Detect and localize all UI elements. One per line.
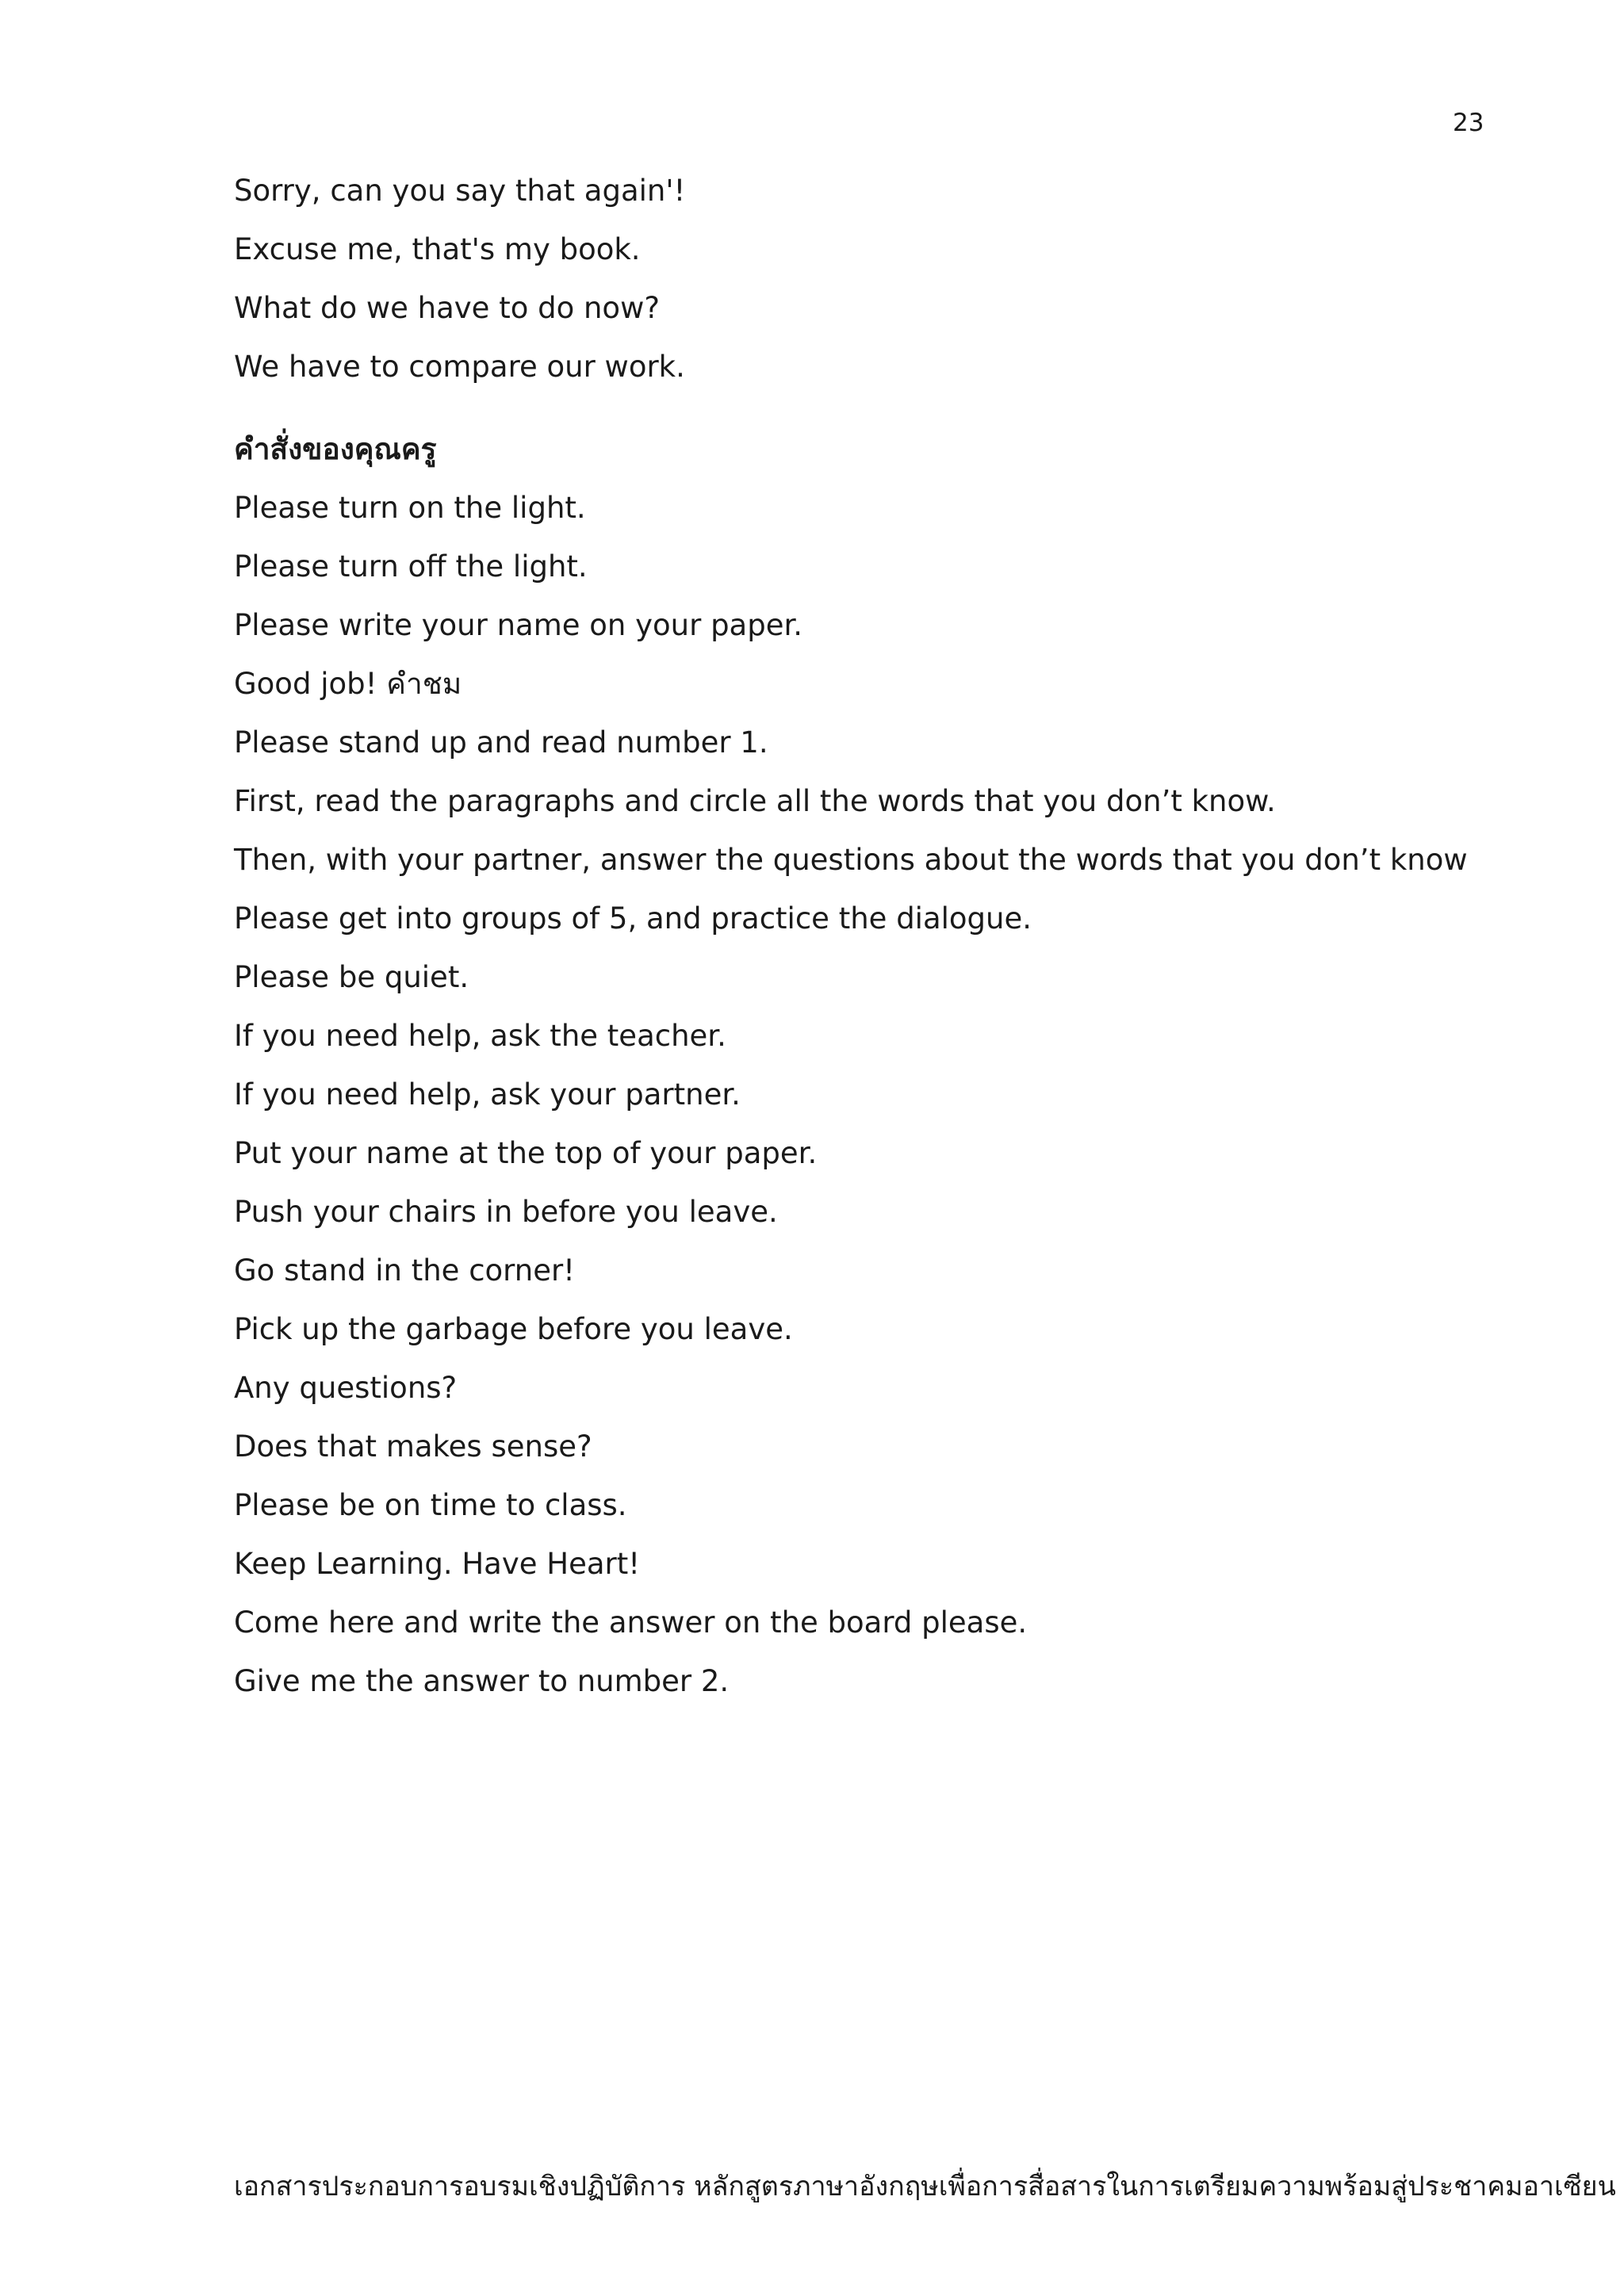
teacher-instruction-line: Please write your name on your paper. — [234, 608, 803, 642]
teacher-instruction-line: Come here and write the answer on the board please. — [234, 1605, 1028, 1640]
teacher-instruction-line: Please turn on the light. — [234, 491, 586, 525]
teacher-instruction-line: Give me the answer to number 2. — [234, 1664, 730, 1698]
section-heading: คำสั่งของคุณครู — [234, 432, 437, 466]
teacher-instruction-line: Put your name at the top of your paper. — [234, 1136, 818, 1170]
teacher-instruction-line: Good job! คำชม — [234, 667, 462, 701]
teacher-instruction-line: Pick up the garbage before you leave. — [234, 1312, 793, 1346]
intro-line: What do we have to do now? — [234, 291, 660, 325]
intro-line: Sorry, can you say that again'! — [234, 174, 686, 208]
teacher-instruction-line: Then, with your partner, answer the questions about the words that you don’t know — [234, 843, 1468, 877]
teacher-instruction-line: Does that makes sense? — [234, 1429, 592, 1464]
page-number: 23 — [1453, 109, 1484, 137]
teacher-instruction-line: If you need help, ask the teacher. — [234, 1019, 726, 1053]
intro-line: We have to compare our work. — [234, 350, 685, 384]
teacher-instruction-line: Please stand up and read number 1. — [234, 725, 768, 760]
page-footer: เอกสารประกอบการอบรมเชิงปฏิบัติการ หลักสูตรภาษาอังกฤษเพื่อการสื่อสารในการเตรียมความพร้อมสู่ประชาคมอาเซียน — [234, 2171, 1616, 2202]
teacher-instruction-line: Please be quiet. — [234, 960, 469, 994]
teacher-instruction-line: Please be on time to class. — [234, 1488, 627, 1522]
intro-line: Excuse me, that's my book. — [234, 232, 641, 266]
teacher-instruction-line: Go stand in the corner! — [234, 1253, 575, 1288]
teacher-instruction-line: Please turn off the light. — [234, 549, 588, 584]
teacher-instruction-line: Any questions? — [234, 1371, 458, 1405]
teacher-instruction-line: Push your chairs in before you leave. — [234, 1195, 778, 1229]
teacher-instruction-line: Keep Learning. Have Heart! — [234, 1547, 641, 1581]
teacher-instruction-line: Please get into groups of 5, and practice the dialogue. — [234, 901, 1032, 936]
document-body — [234, 162, 1487, 1711]
teacher-instruction-line: If you need help, ask your partner. — [234, 1077, 741, 1112]
teacher-instruction-line: First, read the paragraphs and circle all the words that you don’t know. — [234, 784, 1276, 818]
